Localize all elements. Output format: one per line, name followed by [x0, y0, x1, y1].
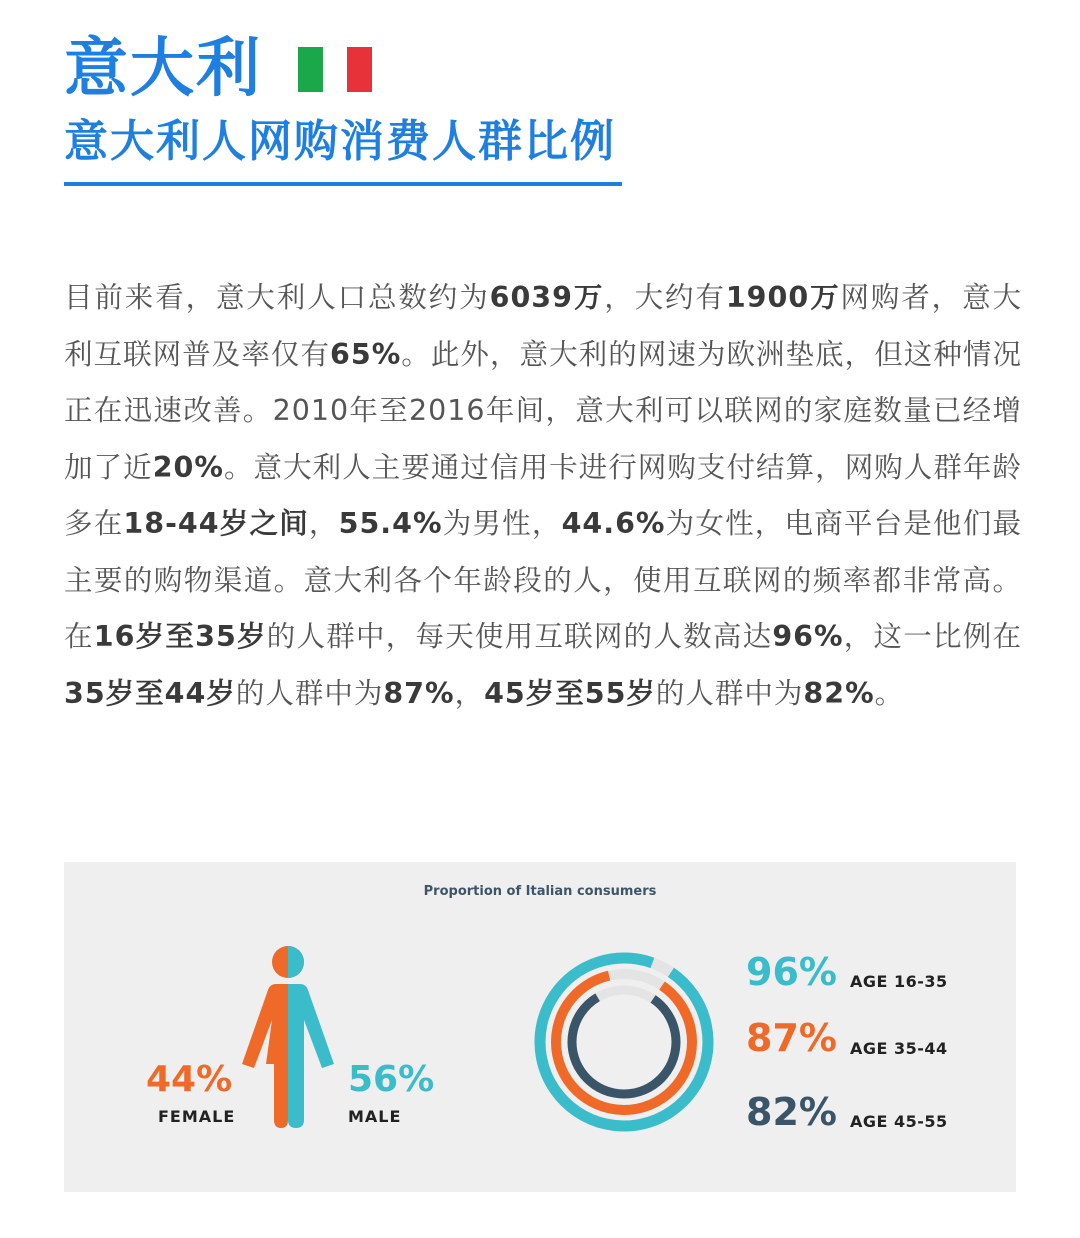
- body-highlight: 35岁至44岁: [64, 676, 236, 710]
- age-45-55-percent: 82%: [746, 1090, 837, 1134]
- body-highlight: 82%: [803, 676, 875, 710]
- body-highlight: 16岁至35岁: [93, 620, 267, 653]
- chart-title: Proportion of Italian consumers: [423, 884, 657, 899]
- body-run: 目前来看，意大利人口总数约为: [64, 281, 490, 314]
- male-label: MALE: [348, 1107, 402, 1126]
- body-run: ，这一比例在: [843, 620, 1022, 653]
- flag-stripe-red: [347, 47, 372, 92]
- female-percent: 44%: [146, 1059, 233, 1100]
- italy-flag-icon: [298, 47, 372, 92]
- body-highlight: 96%: [772, 620, 844, 653]
- body-run: 为女性，电商平台是他们最主要的购物渠道。意大利各个年龄段的人，使用互联网的频率都非常高。在: [64, 507, 1022, 653]
- body-paragraph: [64, 270, 1022, 722]
- body-highlight: 18-44岁之间: [123, 507, 309, 540]
- gender-figure-icon: [242, 946, 334, 1128]
- age-16-35-label: AGE 16-35: [850, 972, 948, 991]
- body-run: 的人群中，每天使用互联网的人数高达: [266, 620, 773, 653]
- male-percent: 56%: [348, 1059, 435, 1100]
- flag-stripe-white: [323, 47, 348, 92]
- body-run: 的人群中为: [655, 676, 804, 710]
- body-run: 网购者，意大利互联网普及率仅有: [64, 281, 1022, 371]
- body-run: 。: [874, 676, 905, 710]
- male-head: [288, 946, 304, 978]
- body-highlight: 20%: [152, 450, 224, 484]
- age-ring-chart: [532, 950, 716, 1134]
- age-45-55-label: AGE 45-55: [850, 1112, 948, 1131]
- body-run: 。意大利人主要通过信用卡进行网购支付结算，网购人群年龄多在: [64, 450, 1022, 540]
- body-highlight: 1900万: [725, 281, 841, 314]
- male-body: [288, 984, 334, 1128]
- age-16-35-percent: 96%: [746, 950, 837, 994]
- body-run: ，: [454, 676, 485, 710]
- body-highlight: 87%: [383, 676, 455, 710]
- body-run: ，: [308, 507, 339, 540]
- body-run: ，大约有: [604, 281, 726, 314]
- chart-panel: [64, 862, 1016, 1192]
- page-title: 意大利: [64, 32, 262, 106]
- body-run: 为男性，: [442, 507, 562, 540]
- page-subtitle: 意大利人网购消费人群比例: [64, 116, 616, 167]
- age-35-44-label: AGE 35-44: [850, 1039, 948, 1058]
- body-highlight: 6039万: [489, 281, 605, 314]
- body-highlight: 65%: [330, 337, 402, 371]
- title-underline: [64, 182, 622, 186]
- age-35-44-percent: 87%: [746, 1016, 837, 1060]
- flag-stripe-green: [298, 47, 323, 92]
- female-body: [242, 984, 288, 1128]
- body-run: 的人群中为: [235, 676, 384, 710]
- body-run: 。此外，意大利的网速为欧洲垫底，但这种情况正在迅速改善。2010年至2016年间，意大利可以联网的家庭数量已经增加了近: [64, 337, 1022, 484]
- body-highlight: 55.4%: [338, 507, 443, 540]
- body-highlight: 44.6%: [561, 507, 666, 540]
- female-label: FEMALE: [158, 1107, 236, 1126]
- body-highlight: 45岁至55岁: [484, 676, 656, 710]
